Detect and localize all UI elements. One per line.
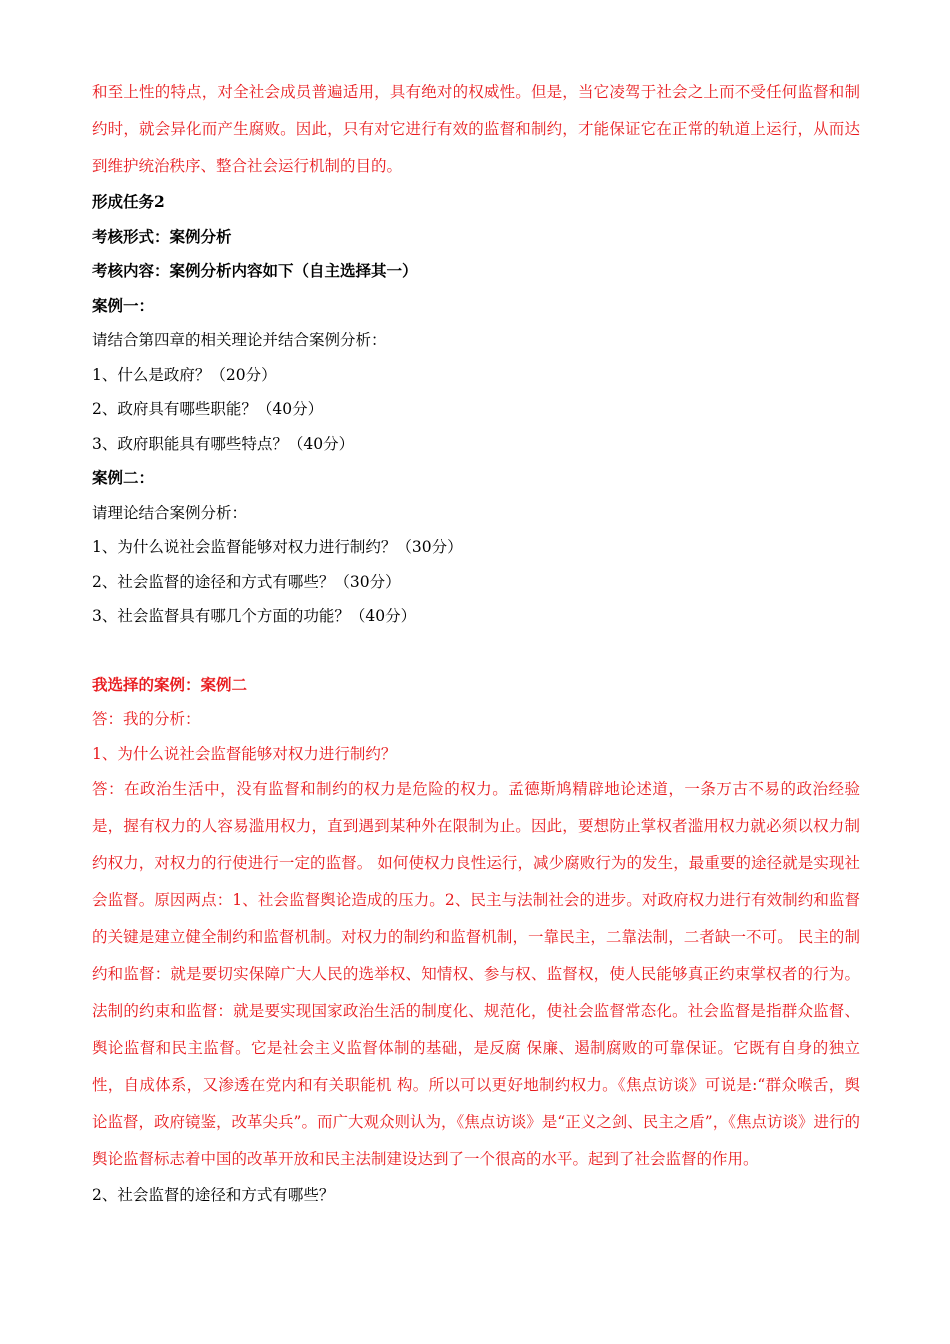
case-one-question-3: 3、政府职能具有哪些特点？（40分） — [92, 434, 355, 453]
case-two-question-2: 2、社会监督的途径和方式有哪些？（30分） — [92, 572, 401, 591]
answer-question-2: 2、社会监督的途径和方式有哪些？ — [92, 1186, 335, 1204]
answer-question-1: 1、为什么说社会监督能够对权力进行制约？ — [92, 744, 397, 763]
task-title: 形成任务2 — [92, 192, 165, 211]
answer-paragraph-1: 答：在政治生活中，没有监督和制约的权力是危险的权力。孟德斯鸠精辟地论述道，一条万古不易的政治经验是，握有权力的人容易滥用权力，直到遇到某种外在限制为止。因此，要想防止掌权者滥用权力就必须以权力制约权力，对权力的行使进行一定的监督。 如何使权力良性运行，减少腐败行为的发生，最重要的途径就是实现社会监督。原因两点：1、社会监督舆论造成的压力。2、民主与法制社会的进步。对政府权力进行有效制约和监督的关键是建立健全制约和监督机制。对权力的制约和监督机制，一靠民主，二靠法制，二者缺一不可。 民主的制约和监督：就是要切实保障广大人民的选举权、知情权、参与权、监督权，使人民能够真正约束掌权者的行为。 法制的约束和监督：就是要实现国家政治生活的制度化、规范化，使社会监督常态化。社会监督是指群众监督、舆论监督和民主监督。它是社会主义监督体制的基础，是反腐 保廉、遏制腐败的可靠保证。它既有自身的独立性，自成体系，又渗透在党内和有关职能机 构。所以可以更好地制约权力。《焦点访谈》可说是:“群众喉舌，舆论监督，政府镜鉴，改革尖兵”。而广大观众则认为，《焦点访谈》是“正义之剑、民主之盾”，《焦点访谈》进行的舆论监督标志着中国的改革开放和民主法制建设达到了一个很高的水平。起到了社会监督的作用。 — [92, 780, 860, 1168]
case-two-question-1: 1、为什么说社会监督能够对权力进行制约？（30分） — [92, 538, 463, 556]
chosen-case: 我选择的案例：案例二 — [92, 674, 248, 694]
case-one-title: 案例一： — [92, 295, 155, 315]
spacer — [92, 634, 860, 668]
assessment-content: 考核内容：案例分析内容如下（自主选择其一） — [92, 261, 418, 280]
assessment-form: 考核形式：案例分析 — [92, 226, 232, 246]
intro-paragraph: 和至上性的特点，对全社会成员普遍适用，具有绝对的权威性。但是，当它凌驾于社会之上而不受任何监督和制约时，就会异化而产生腐败。因此，只有对它进行有效的监督和制约，才能保证它在正常的轨道上运行，从而达到维护统治秩序、整合社会运行机制的目的。 — [92, 83, 860, 175]
case-two-question-3: 3、社会监督具有哪几个方面的功能？（40分） — [92, 607, 417, 625]
case-one-question-2: 2、政府具有哪些职能？（40分） — [92, 400, 324, 418]
case-two-title: 案例二： — [92, 468, 155, 487]
case-two-prompt: 请理论结合案例分析： — [92, 503, 248, 522]
case-one-prompt: 请结合第四章的相关理论并结合案例分析： — [92, 331, 387, 349]
document-page — [92, 74, 860, 1213]
answer-intro: 答：我的分析： — [92, 710, 201, 728]
case-one-question-1: 1、什么是政府？（20分） — [92, 365, 277, 384]
